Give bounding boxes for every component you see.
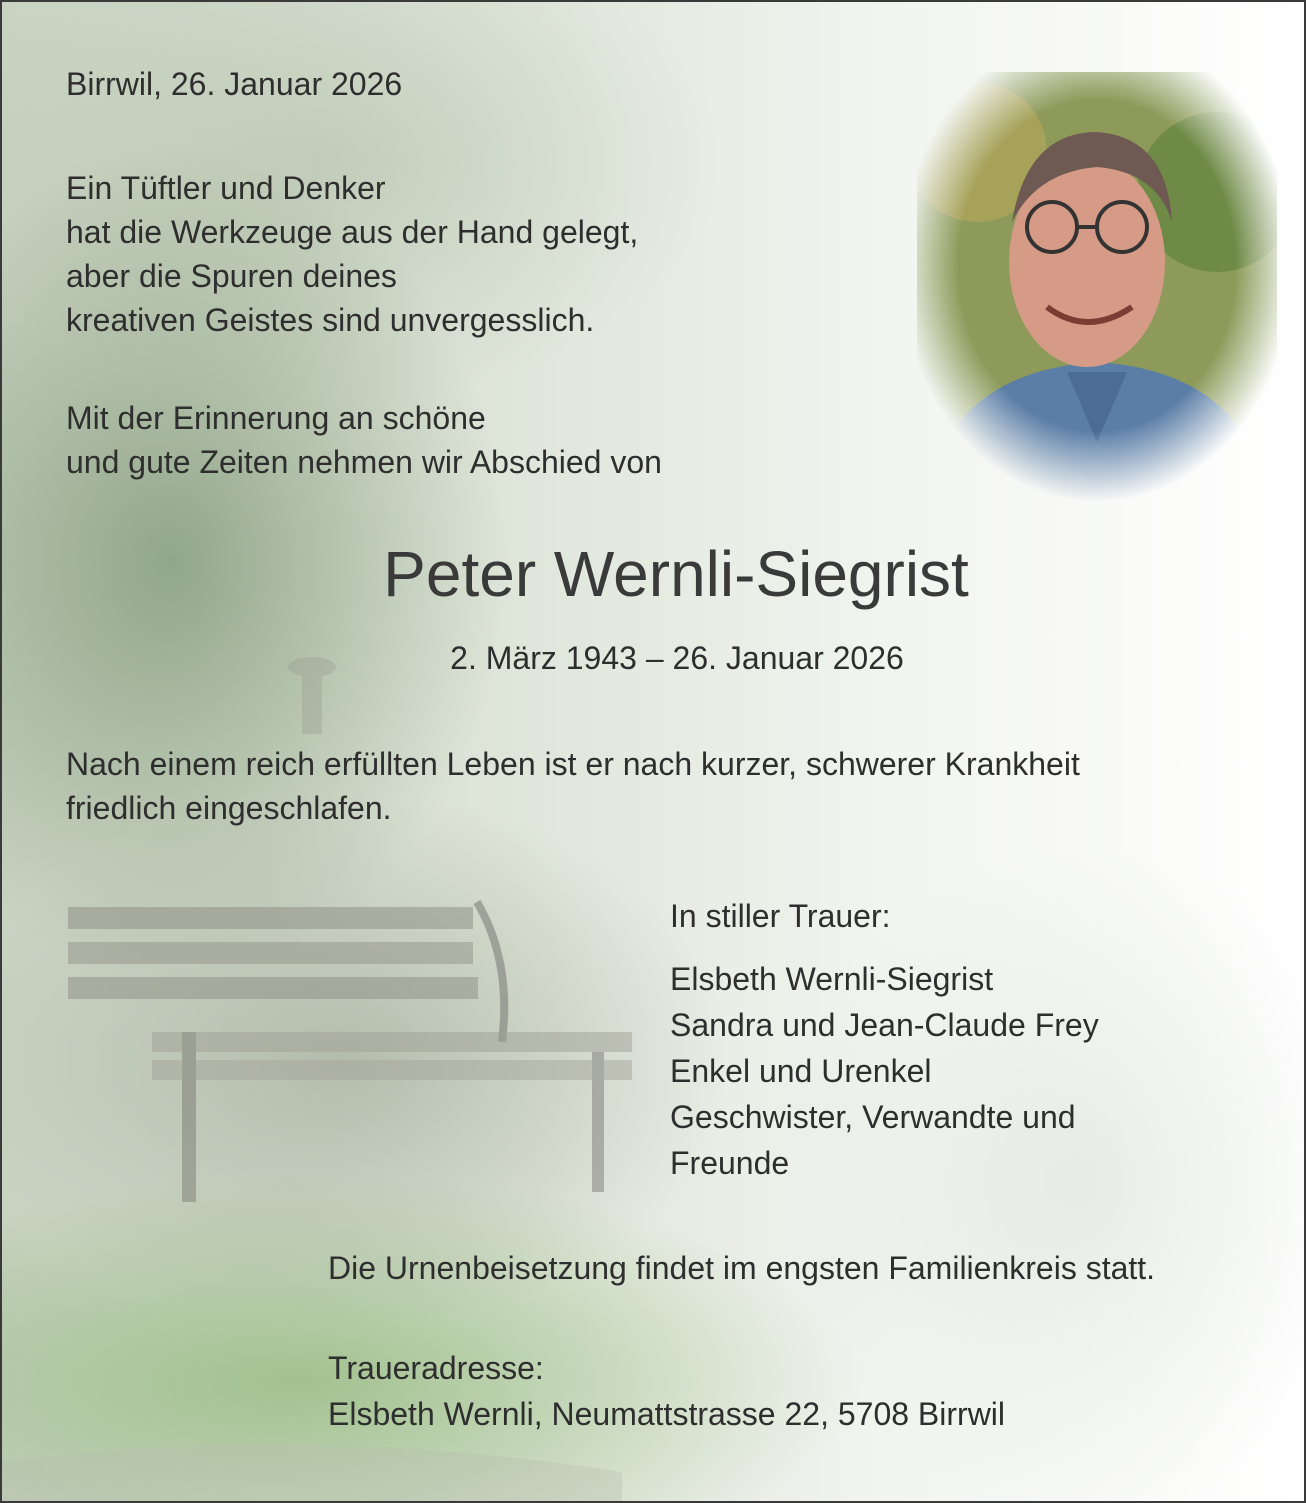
mourner-item: Freunde	[670, 1145, 790, 1181]
mourner-item: Enkel und Urenkel	[670, 1053, 932, 1089]
place-date: Birrwil, 26. Januar 2026	[66, 66, 403, 102]
mourner-item: Geschwister, Verwandte und	[670, 1099, 1076, 1135]
mourner-item: Sandra und Jean-Claude Frey	[670, 1007, 1099, 1043]
life-statement	[66, 742, 1080, 830]
life-statement-line: Nach einem reich erfüllten Leben ist er nach kurzer, schwerer Krankheit	[66, 746, 1080, 782]
address-value: Elsbeth Wernli, Neumattstrasse 22, 5708 Birrwil	[328, 1396, 1006, 1432]
mourning-heading: In stiller Trauer:	[670, 898, 891, 934]
burial-note: Die Urnenbeisetzung findet im engsten Familienkreis statt.	[328, 1250, 1156, 1286]
motto-line: Ein Tüftler und Denker	[66, 170, 386, 206]
farewell-line: Mit der Erinnerung an schöne	[66, 400, 486, 436]
portrait-photo	[917, 72, 1277, 502]
farewell-text	[66, 396, 662, 484]
farewell-line: und gute Zeiten nehmen wir Abschied von	[66, 444, 662, 480]
lifespan-dates: 2. März 1943 – 26. Januar 2026	[450, 640, 904, 676]
address-label: Traueradresse:	[328, 1350, 544, 1386]
motto-verse	[66, 166, 638, 342]
motto-line: aber die Spuren deines	[66, 258, 397, 294]
life-statement-line: friedlich eingeschlafen.	[66, 790, 392, 826]
mourners-list	[670, 956, 1099, 1186]
mourner-item: Elsbeth Wernli-Siegrist	[670, 961, 994, 997]
deceased-name: Peter Wernli-Siegrist	[383, 538, 969, 610]
motto-line: kreativen Geistes sind unvergesslich.	[66, 302, 595, 338]
motto-line: hat die Werkzeuge aus der Hand gelegt,	[66, 214, 639, 250]
